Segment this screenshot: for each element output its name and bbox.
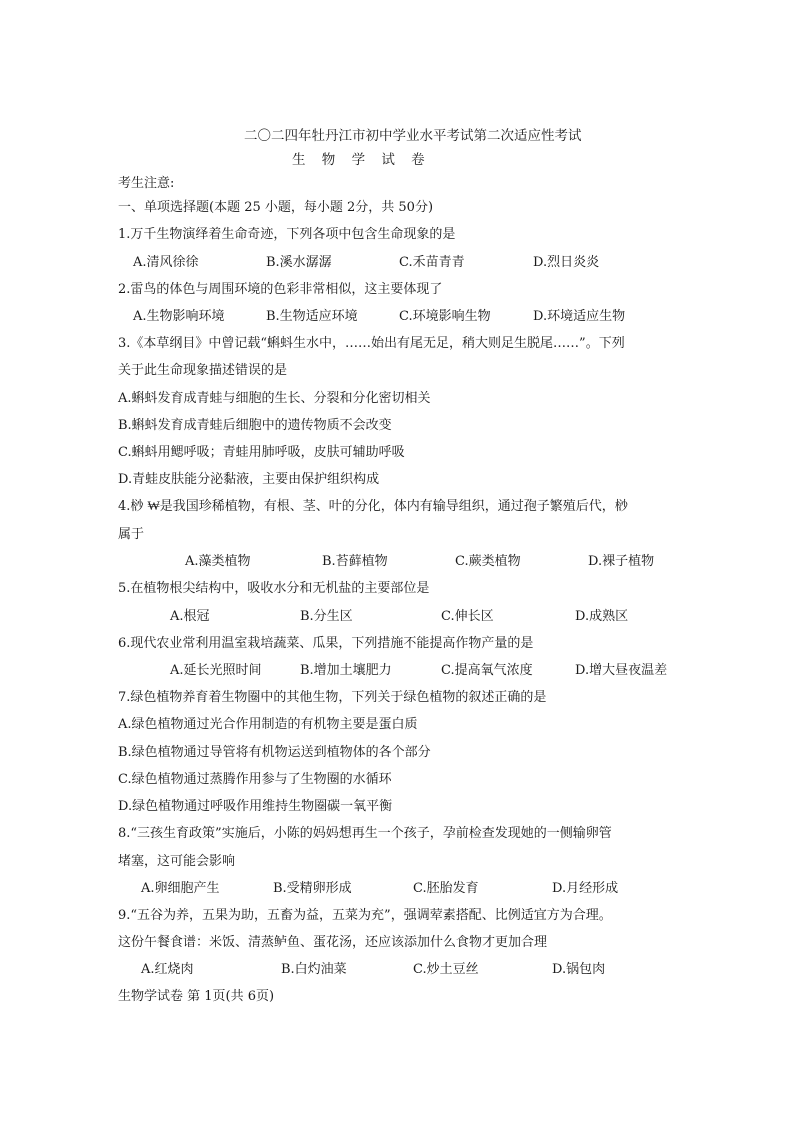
- question-9-option-a: A.红烧肉: [141, 962, 194, 977]
- question-6-stem: 6.现代农业常利用温室栽培蔬菜、瓜果，下列措施不能提高作物产量的是: [118, 636, 534, 651]
- question-7-stem: 7.绿色植物养育着生物圈中的其他生物，下列关于绿色植物的叙述正确的是: [118, 690, 547, 705]
- question-4-stem-line-2: 属于: [118, 527, 145, 542]
- question-4-option-c: C.蕨类植物: [455, 554, 521, 569]
- question-1-option-c: C.禾苗青青: [399, 255, 465, 270]
- question-9-option-d: D.锅包肉: [552, 962, 606, 977]
- question-1-option-b: B.溪水潺潺: [266, 255, 332, 270]
- question-8-option-d: D.月经形成: [552, 881, 619, 896]
- question-9-stem-line-2: 这份午餐食谱：米饭、清蒸鲈鱼、蛋花汤，还应该添加什么食物才更加合理: [118, 935, 548, 950]
- question-5-option-d: D.成熟区: [575, 609, 629, 624]
- question-2-stem: 2.雷鸟的体色与周围环境的色彩非常相似，这主要体现了: [118, 282, 443, 297]
- question-5-stem: 5.在植物根尖结构中，吸收水分和无机盐的主要部位是: [118, 581, 430, 596]
- question-3-option-a: A.蝌蚪发育成青蛙与细胞的生长、分裂和分化密切相关: [118, 391, 431, 406]
- question-2-option-c: C.环境影响生物: [399, 309, 491, 324]
- question-4-option-d: D.裸子植物: [588, 554, 655, 569]
- question-3-stem-line-2: 关于此生命现象描述错误的是: [118, 363, 288, 378]
- question-8-option-b: B.受精卵形成: [273, 881, 352, 896]
- question-1-stem: 1.万千生物演绎着生命奇迹，下列各项中包含生命现象的是: [118, 227, 456, 242]
- section-heading: 一、单项选择题(本题 25 小题，每小题 2分，共 50分): [118, 200, 434, 215]
- question-2-option-a: A.生物影响环境: [133, 309, 225, 324]
- notice-label: 考生注意:: [118, 176, 175, 191]
- question-8-stem-line-1: 8.“三孩生育政策”实施后，小陈的妈妈想再生一个孩子，孕前检查发现她的一侧输卵管: [118, 826, 612, 841]
- question-5-option-b: B.分生区: [300, 609, 353, 624]
- question-1-option-d: D.烈日炎炎: [533, 255, 600, 270]
- exam-title: 二〇二四年牡丹江市初中学业水平考试第二次适应性考试: [244, 128, 582, 144]
- question-7-option-c: C.绿色植物通过蒸腾作用参与了生物圈的水循环: [118, 772, 392, 787]
- question-6-option-c: C.提高氧气浓度: [441, 663, 533, 678]
- question-3-option-c: C.蝌蚪用鳃呼吸；青蛙用肺呼吸，皮肤可辅助呼吸: [118, 445, 405, 460]
- question-3-option-b: B.蝌蚪发育成青蛙后细胞中的遗传物质不会改变: [118, 418, 392, 433]
- question-7-option-b: B.绿色植物通过导管将有机物运送到植物体的各个部分: [118, 745, 431, 760]
- question-4-option-b: B.苔藓植物: [322, 554, 388, 569]
- question-9-stem-line-1: 9.“五谷为养，五果为助，五畜为益，五菜为充”，强调荤素搭配、比例适宜方为合理。: [118, 908, 612, 923]
- page-footer: 生物学试卷 第 1页(共 6页): [118, 989, 275, 1004]
- question-8-option-c: C.胚胎发育: [413, 881, 479, 896]
- question-4-option-a: A.藻类植物: [185, 554, 251, 569]
- question-7-option-a: A.绿色植物通过光合作用制造的有机物主要是蛋白质: [118, 717, 418, 732]
- question-9-option-c: C.炒土豆丝: [413, 962, 479, 977]
- question-5-option-a: A.根冠: [170, 609, 210, 624]
- question-8-option-a: A.卵细胞产生: [141, 881, 220, 896]
- question-1-option-a: A.清风徐徐: [133, 255, 199, 270]
- question-6-option-d: D.增大昼夜温差: [575, 663, 668, 678]
- question-2-option-d: D.环境适应生物: [533, 309, 626, 324]
- question-8-stem-line-2: 堵塞，这可能会影响: [118, 854, 236, 869]
- question-6-option-b: B.增加土壤肥力: [300, 663, 392, 678]
- question-5-option-c: C.伸长区: [441, 609, 494, 624]
- question-9-option-b: B.白灼油菜: [281, 962, 347, 977]
- question-6-option-a: A.延长光照时间: [170, 663, 262, 678]
- question-4-stem-line-1: 4.桫 ₩是我国珍稀植物，有根、茎、叶的分化，体内有输导组织，通过孢子繁殖后代，桫: [118, 499, 628, 514]
- question-3-option-d: D.青蛙皮肤能分泌黏液，主要由保护组织构成: [118, 472, 380, 487]
- question-7-option-d: D.绿色植物通过呼吸作用维持生物圈碳一氧平衡: [118, 799, 393, 814]
- question-3-stem-line-1: 3.《本草纲目》中曾记载“蝌蚪生水中，……始出有尾无足，稍大则足生脱尾……”。下列: [118, 336, 625, 351]
- exam-subtitle: 生 物 学 试 卷: [292, 152, 431, 168]
- question-2-option-b: B.生物适应环境: [266, 309, 358, 324]
